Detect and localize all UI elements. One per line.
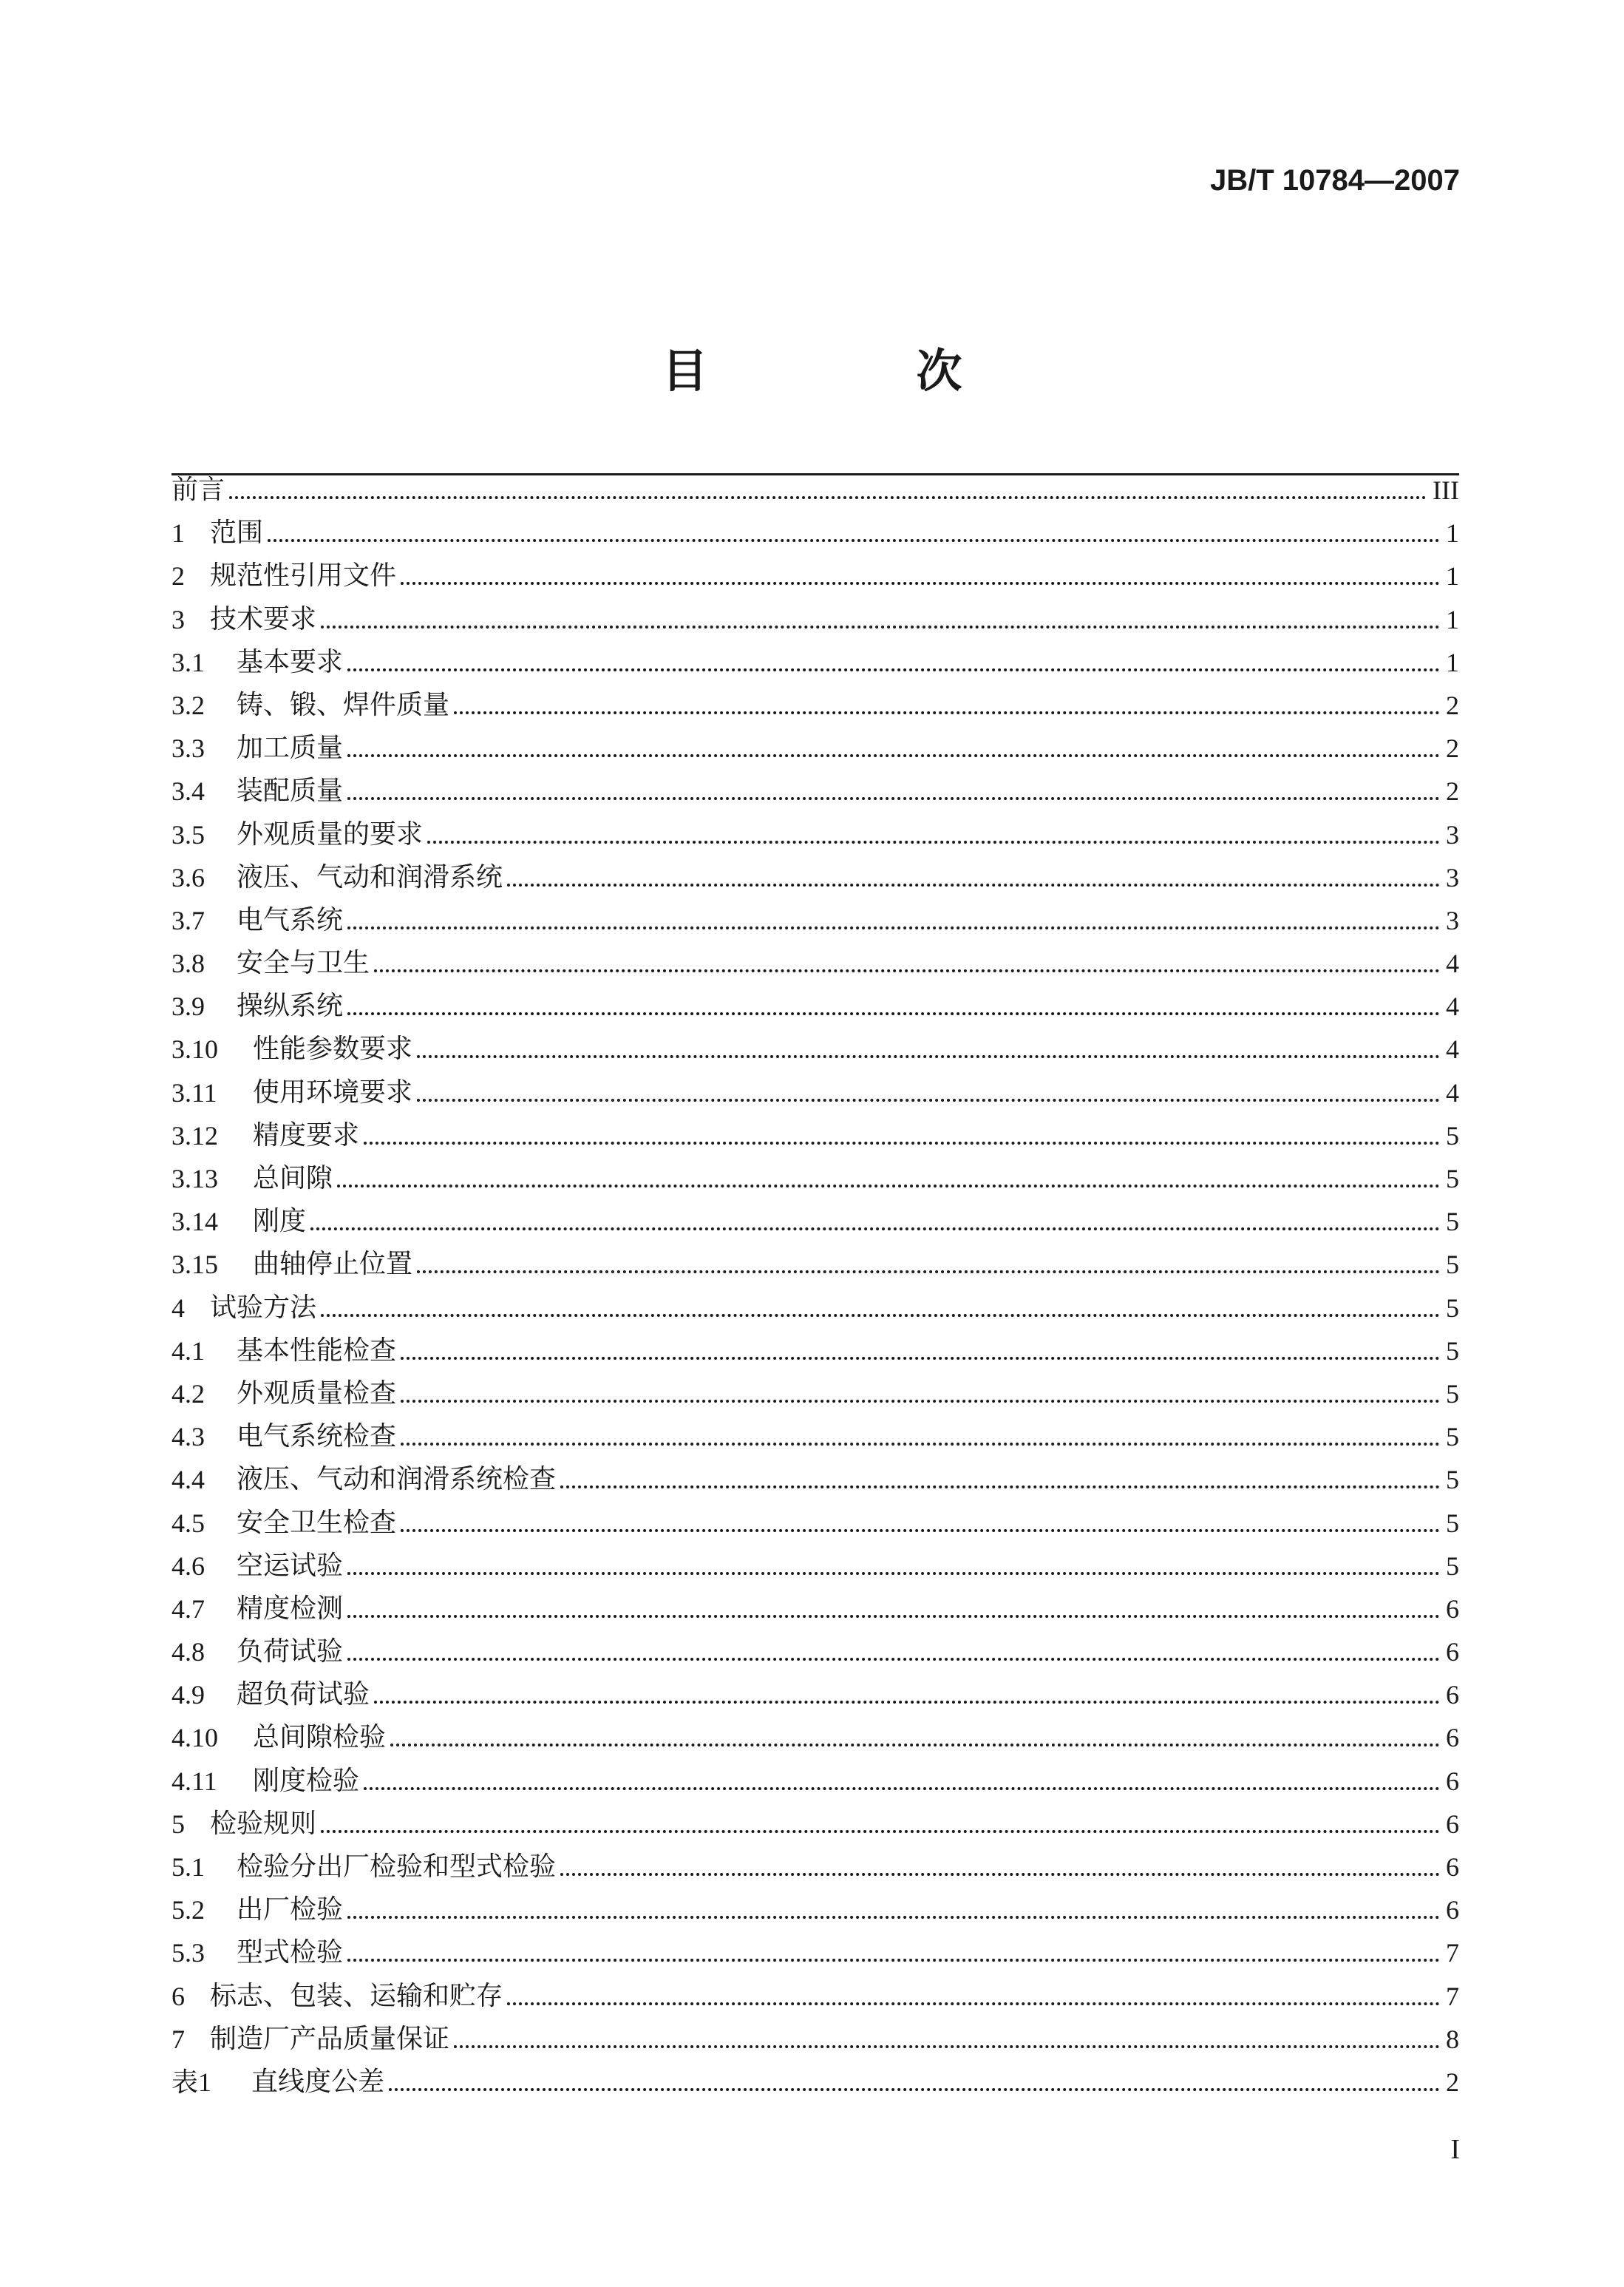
toc-entry[interactable] [171, 1584, 1459, 1627]
toc-entry-page: 6 [1446, 1593, 1459, 1624]
toc-entry-page: 4 [1446, 1034, 1459, 1065]
toc-entry-number: 4.9 [171, 1680, 205, 1710]
toc-entry-label: 性能参数要求 [253, 1034, 413, 1065]
toc-entry-label: 精度要求 [253, 1119, 360, 1151]
toc-dot-leader [347, 926, 1440, 929]
document-code: JB/T 10784—2007 [1209, 164, 1460, 197]
toc-entry-page: 5 [1446, 1292, 1459, 1323]
toc-dot-leader [347, 797, 1440, 800]
table-of-contents [171, 473, 1459, 2100]
toc-entry-label: 标志、包装、运输和贮存 [210, 1980, 503, 2011]
toc-dot-leader [347, 754, 1440, 757]
toc-entry-page: 7 [1446, 1938, 1459, 1968]
toc-dot-leader [364, 1787, 1440, 1790]
toc-entry-label: 电气系统 [237, 904, 344, 935]
toc-entry-label: 外观质量的要求 [237, 819, 424, 850]
toc-entry-page: 4 [1446, 1077, 1459, 1108]
toc-entry-label: 曲轴停止位置 [253, 1249, 413, 1280]
toc-entry-number: 5.3 [171, 1938, 205, 1968]
toc-entry-number: 3.15 [171, 1250, 218, 1280]
toc-entry-label: 总间隙检验 [253, 1722, 387, 1753]
toc-dot-leader [364, 1142, 1440, 1145]
toc-entry-label: 试验方法 [210, 1292, 317, 1323]
toc-entry[interactable] [171, 1842, 1459, 1885]
toc-entry-number: 3.11 [171, 1077, 217, 1108]
toc-entry-number: 3.8 [171, 949, 205, 979]
toc-dot-leader [401, 1400, 1440, 1403]
toc-dot-leader [401, 1443, 1440, 1446]
toc-entry[interactable] [171, 508, 1459, 551]
toc-entry[interactable] [171, 809, 1459, 852]
toc-entry-page: 3 [1446, 905, 1459, 935]
toc-entry-number: 4.10 [171, 1723, 218, 1753]
toc-entry[interactable] [171, 637, 1459, 680]
toc-dot-leader [337, 1185, 1440, 1187]
toc-entry[interactable] [171, 475, 1459, 508]
toc-entry-page: 4 [1446, 949, 1459, 979]
toc-entry-number: 3 [171, 604, 185, 634]
toc-entry-label: 电气系统检查 [237, 1421, 397, 1452]
toc-entry-page: 5 [1446, 1335, 1459, 1366]
toc-entry[interactable] [171, 1885, 1459, 1928]
toc-dot-leader [454, 711, 1440, 714]
toc-entry-page: III [1433, 475, 1459, 505]
toc-entry-number: 4 [171, 1292, 185, 1323]
toc-entry-label: 检验分出厂检验和型式检验 [237, 1851, 557, 1882]
toc-entry-number: 4.5 [171, 1508, 205, 1538]
toc-dot-leader [310, 1227, 1440, 1230]
toc-entry[interactable] [171, 1412, 1459, 1454]
toc-entry-number: 4.3 [171, 1422, 205, 1452]
toc-entry[interactable] [171, 2014, 1459, 2057]
toc-entry[interactable] [171, 1670, 1459, 1712]
toc-entry-page: 6 [1446, 1680, 1459, 1710]
toc-entry[interactable] [171, 1541, 1459, 1584]
toc-entry-page: 1 [1446, 518, 1459, 549]
page-number: I [1450, 2134, 1460, 2165]
toc-dot-leader [560, 1485, 1440, 1488]
toc-entry-label: 外观质量检查 [237, 1378, 397, 1409]
toc-dot-leader [347, 1012, 1440, 1015]
toc-entry[interactable] [171, 1153, 1459, 1196]
toc-entry-number: 3.2 [171, 690, 205, 720]
toc-entry-page: 2 [1446, 776, 1459, 807]
toc-entry-page: 5 [1446, 1508, 1459, 1538]
toc-entry-page: 2 [1446, 690, 1459, 720]
toc-entry-number: 表1 [171, 2067, 212, 2097]
toc-entry[interactable] [171, 938, 1459, 981]
toc-entry-page: 4 [1446, 992, 1459, 1022]
toc-entry-number: 7 [171, 2024, 185, 2054]
toc-entry-page: 6 [1446, 1895, 1459, 1925]
toc-entry[interactable] [171, 1282, 1459, 1325]
toc-entry[interactable] [171, 1111, 1459, 1153]
toc-entry-page: 5 [1446, 1207, 1459, 1237]
toc-entry-number: 4.8 [171, 1637, 205, 1667]
toc-entry-number: 4.6 [171, 1551, 205, 1581]
toc-entry-number: 1 [171, 518, 185, 549]
toc-dot-leader [347, 1959, 1440, 1962]
toc-entry-label: 基本要求 [237, 646, 344, 677]
toc-dot-leader [347, 668, 1440, 671]
toc-entry-number: 5 [171, 1809, 185, 1839]
toc-entry-page: 5 [1446, 1164, 1459, 1193]
toc-entry[interactable] [171, 1971, 1459, 2013]
toc-entry-page: 5 [1446, 1250, 1459, 1280]
toc-entry-label: 装配质量 [237, 776, 344, 807]
toc-dot-leader [389, 2088, 1440, 2091]
toc-entry-number: 3.4 [171, 776, 205, 807]
toc-dot-leader [427, 841, 1440, 844]
toc-dot-leader [347, 1916, 1440, 1919]
toc-entry[interactable] [171, 1454, 1459, 1497]
toc-entry[interactable] [171, 766, 1459, 809]
toc-dot-leader [454, 2045, 1440, 2048]
toc-entry-page: 6 [1446, 1766, 1459, 1796]
toc-dot-leader [347, 1572, 1440, 1575]
toc-dot-leader [401, 1529, 1440, 1532]
toc-entry[interactable] [171, 1712, 1459, 1755]
toc-entry-label: 制造厂产品质量保证 [210, 2023, 450, 2054]
toc-entry-label: 刚度 [253, 1206, 307, 1237]
toc-dot-leader [417, 1055, 1440, 1058]
toc-entry-label: 铸、锻、焊件质量 [237, 689, 450, 720]
toc-dot-leader [374, 969, 1440, 972]
toc-entry-page: 5 [1446, 1378, 1459, 1409]
toc-entry-label: 出厂检验 [237, 1894, 344, 1925]
toc-entry-label: 型式检验 [237, 1937, 344, 1968]
toc-entry-number: 4.11 [171, 1766, 217, 1796]
toc-dot-leader [321, 1314, 1440, 1317]
toc-entry-number: 3.10 [171, 1034, 218, 1065]
toc-entry-label: 负荷试验 [237, 1636, 344, 1667]
toc-entry-number: 6 [171, 1981, 185, 2011]
toc-entry-label: 加工质量 [237, 733, 344, 764]
toc-dot-leader [507, 884, 1440, 887]
toc-entry-number: 3.9 [171, 992, 205, 1022]
toc-entry-number: 3.5 [171, 819, 205, 850]
toc-dot-leader [390, 1744, 1440, 1746]
toc-entry-label: 安全卫生检查 [237, 1507, 397, 1538]
toc-dot-leader [401, 1357, 1440, 1360]
toc-entry[interactable] [171, 551, 1459, 594]
toc-entry-number: 4.1 [171, 1335, 205, 1366]
toc-entry-page: 5 [1446, 1551, 1459, 1581]
toc-entry-page: 1 [1446, 561, 1459, 592]
toc-entry-page: 6 [1446, 1637, 1459, 1667]
toc-entry-label: 总间隙 [253, 1163, 333, 1193]
toc-entry-number: 3.1 [171, 647, 205, 677]
toc-entry-page: 1 [1446, 647, 1459, 677]
toc-entry[interactable] [171, 1799, 1459, 1842]
toc-entry-number: 3.7 [171, 905, 205, 935]
toc-entry-label: 检验规则 [210, 1808, 317, 1839]
toc-entry-number: 3.6 [171, 862, 205, 892]
toc-entry-number: 3.12 [171, 1120, 218, 1151]
toc-entry-page: 2 [1446, 733, 1459, 764]
toc-dot-leader [268, 539, 1440, 542]
toc-entry-number: 4.4 [171, 1465, 205, 1495]
toc-entry-number: 3.14 [171, 1207, 218, 1237]
toc-entry-page: 5 [1446, 1465, 1459, 1495]
page-title: 目 次 [662, 344, 1044, 398]
toc-entry[interactable] [171, 981, 1459, 1024]
toc-entry-page: 8 [1446, 2024, 1459, 2054]
toc-entry-label: 超负荷试验 [237, 1679, 370, 1710]
toc-entry-label: 规范性引用文件 [210, 560, 397, 592]
toc-entry-label: 前言 [171, 475, 225, 505]
toc-entry[interactable] [171, 1755, 1459, 1798]
toc-entry-number: 2 [171, 561, 185, 592]
toc-entry[interactable] [171, 1067, 1459, 1110]
toc-entry[interactable] [171, 1497, 1459, 1540]
toc-dot-leader [374, 1701, 1440, 1704]
toc-dot-leader [417, 1099, 1440, 1102]
toc-entry-number: 4.2 [171, 1378, 205, 1409]
toc-entry-label: 精度检测 [237, 1593, 344, 1624]
toc-entry[interactable] [171, 1239, 1459, 1282]
toc-dot-leader [321, 1830, 1440, 1833]
toc-entry[interactable] [171, 680, 1459, 723]
toc-dot-leader [507, 2002, 1440, 2005]
toc-entry[interactable] [171, 1369, 1459, 1412]
toc-entry[interactable] [171, 1627, 1459, 1670]
toc-entry-page: 7 [1446, 1981, 1459, 2011]
toc-entry-label: 使用环境要求 [253, 1077, 413, 1108]
toc-dot-leader [347, 1615, 1440, 1618]
toc-entry-page: 5 [1446, 1120, 1459, 1151]
toc-entry-label: 技术要求 [210, 603, 317, 634]
toc-entry-label: 刚度检验 [253, 1765, 360, 1796]
toc-entry-number: 3.3 [171, 733, 205, 764]
toc-entry[interactable] [171, 1326, 1459, 1369]
toc-entry[interactable] [171, 1196, 1459, 1239]
toc-dot-leader [560, 1873, 1440, 1876]
toc-entry-label: 范围 [210, 518, 264, 549]
toc-dot-leader [229, 496, 1427, 499]
toc-entry-page: 6 [1446, 1852, 1459, 1882]
toc-dot-leader [417, 1270, 1440, 1273]
toc-entry-number: 3.13 [171, 1164, 218, 1193]
toc-entry[interactable] [171, 1928, 1459, 1971]
toc-dot-leader [401, 582, 1440, 585]
toc-entry-label: 液压、气动和润滑系统 [237, 861, 503, 892]
toc-entry[interactable] [171, 895, 1459, 938]
toc-entry-label: 基本性能检查 [237, 1335, 397, 1366]
toc-entry-page: 2 [1446, 2067, 1459, 2097]
toc-entry-label: 空运试验 [237, 1550, 344, 1581]
toc-entry[interactable] [171, 1024, 1459, 1067]
toc-entry-label: 直线度公差 [251, 2066, 385, 2097]
toc-entry-number: 5.1 [171, 1852, 205, 1882]
toc-dot-leader [321, 626, 1440, 628]
toc-entry-label: 操纵系统 [237, 991, 344, 1022]
toc-entry[interactable] [171, 594, 1459, 637]
toc-entry-page: 3 [1446, 819, 1459, 850]
toc-entry-page: 1 [1446, 604, 1459, 634]
toc-entry-label: 液压、气动和润滑系统检查 [237, 1464, 557, 1495]
toc-entry-page: 5 [1446, 1422, 1459, 1452]
toc-entry-page: 3 [1446, 862, 1459, 892]
toc-entry-label: 安全与卫生 [237, 948, 370, 979]
toc-entry-number: 4.7 [171, 1593, 205, 1624]
toc-entry[interactable] [171, 723, 1459, 766]
toc-dot-leader [347, 1658, 1440, 1661]
toc-entry-page: 6 [1446, 1809, 1459, 1839]
toc-entry-page: 6 [1446, 1723, 1459, 1753]
toc-entry[interactable] [171, 853, 1459, 895]
toc-entry-number: 5.2 [171, 1895, 205, 1925]
toc-entry[interactable] [171, 2057, 1459, 2100]
